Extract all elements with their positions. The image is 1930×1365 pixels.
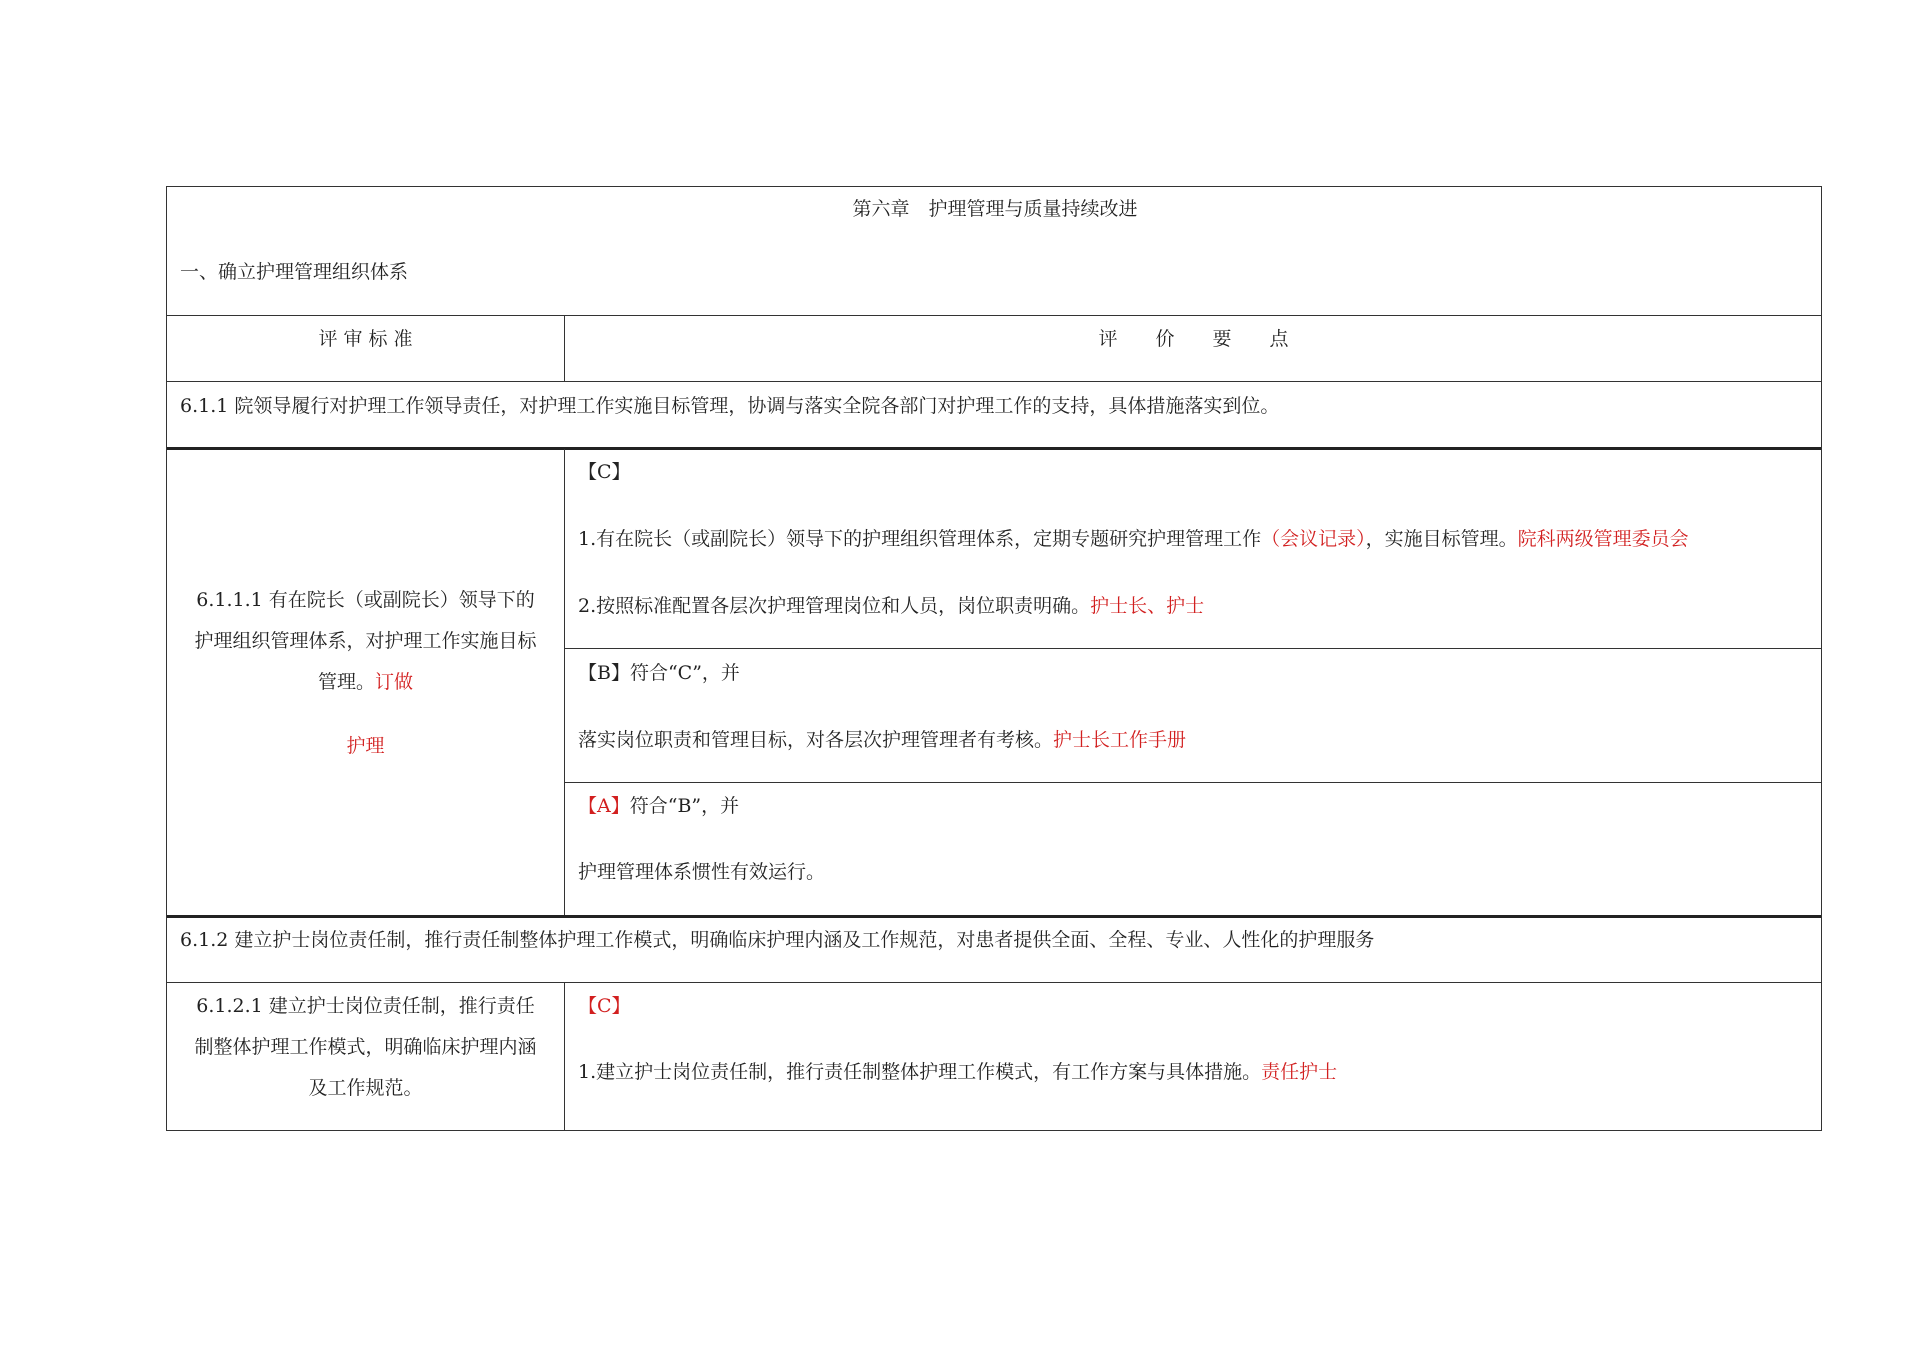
rule-6111-divider [564,449,565,915]
item-red-note: 护士长工作手册 [1053,729,1187,751]
criterion-line: 6.1.1.1 有在院长（或副院长）领导下的 [196,589,535,611]
item-red-note: 责任护士 [1261,1061,1338,1083]
standard-6-1-2-title: 6.1.2 建立护士岗位责任制，推行责任制整体护理工作模式，明确临床护理内涵及工作规范，对患者提供全面、全程、专业、人性化的护理服务 [180,929,1375,951]
item-red-note: 护士长、护士 [1090,595,1205,617]
rule-between-b-a [564,782,1821,783]
level-a-label-text: 符合“B”，并 [629,795,740,817]
section-title: 一、确立护理管理组织体系 [180,261,409,283]
item-text: 1.建立护士岗位责任制，推行责任制整体护理工作模式，有工作方案与具体措施。 [578,1061,1262,1083]
level-b-item [578,731,1186,750]
criterion-line: 及工作规范。 [308,1077,423,1099]
criterion-line: 制整体护理工作模式，明确临床护理内涵 [194,1036,537,1058]
level-c-item-2 [578,597,1204,616]
criterion-line [167,673,564,692]
level-c-item-1 [578,1063,1337,1082]
header-evaluation-points: 评 价 要 点 [1098,328,1289,350]
item-red-note: 院科两级管理委员会 [1517,528,1689,550]
level-a-label [578,797,739,816]
criterion-red-note: 护理 [346,735,385,757]
criterion-red-note: 订做 [375,671,414,693]
level-c-label: 【C】 [578,461,631,483]
standards-table [166,186,1822,1131]
level-a-item: 护理管理体系惯性有效运行。 [578,861,826,883]
item-text: 1.有在院长（或副院长）领导下的护理组织管理体系，定期专题研究护理管理工作 [578,528,1262,550]
rule-6121-divider [564,982,565,1130]
item-red-note: （会议记录） [1261,528,1366,550]
criterion-line: 护理组织管理体系，对护理工作实施目标 [194,630,537,652]
chapter-title: 第六章 护理管理与质量持续改进 [852,198,1138,220]
rule-between-c-b [564,648,1821,649]
level-a-bracket: 【A】 [578,795,630,817]
level-c-label: 【C】 [578,995,631,1017]
level-c-item-1 [578,530,1689,549]
item-text: 落实岗位职责和管理目标，对各层次护理管理者有考核。 [578,729,1054,751]
item-text: ，实施目标管理。 [1365,528,1518,550]
rule-under-611 [167,447,1821,450]
item-text: 2.按照标准配置各层次护理管理岗位和人员，岗位职责明确。 [578,595,1091,617]
standard-6-1-1-title: 6.1.1 院领导履行对护理工作领导责任，对护理工作实施目标管理，协调与落实全院各部门对护理工作的支持，具体措施落实到位。 [180,395,1280,417]
rule-under-section [167,315,1821,316]
criterion-text: 管理。 [317,671,375,693]
rule-under-6111 [167,915,1821,918]
rule-under-header [167,381,1821,382]
rule-under-612 [167,982,1821,983]
criterion-line: 6.1.2.1 建立护士岗位责任制，推行责任 [196,995,535,1017]
level-b-label: 【B】符合“C”，并 [578,662,740,684]
header-standards: 评 审 标 准 [318,328,413,350]
